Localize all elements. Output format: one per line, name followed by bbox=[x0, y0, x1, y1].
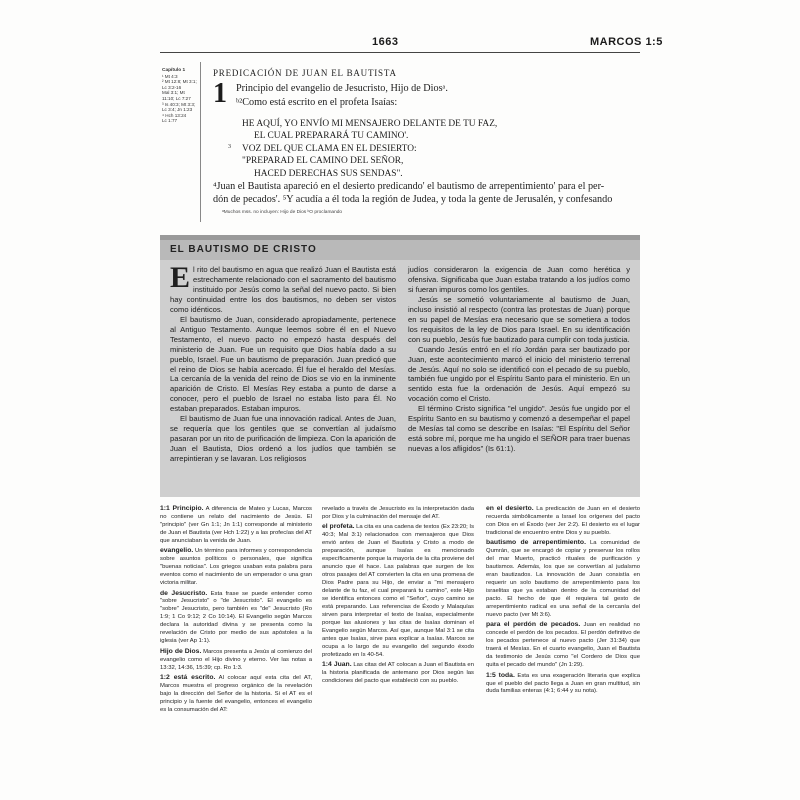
article-column-left bbox=[170, 261, 396, 464]
verse-1-mark: ᵃ. bbox=[442, 83, 448, 94]
poem-line: HACED DERECHAS SUS SENDAS". bbox=[254, 168, 403, 179]
verses-4-5 bbox=[213, 180, 641, 206]
poem-line: EL CUAL PREPARARÁ TU CAMINO'. bbox=[254, 131, 409, 142]
article-paragraph: judíos consideraron la exigencia de Juan como herética y ofensiva. Significaba que Juan estaba tratando a los judíos como si fueran impuros como los gentiles. bbox=[408, 265, 630, 294]
article-drop-cap: E bbox=[170, 261, 191, 294]
page-number: 1663 bbox=[372, 36, 399, 48]
note-entry: Hijo de Dios. Marcos presenta a Jesús al comienzo del evangelio como el Hijo divino y eterno. Ver las notas a 13:32, 14:36, 15:39; cp. Ro 1:3. bbox=[160, 647, 312, 671]
article-box bbox=[160, 235, 640, 497]
verse-1 bbox=[236, 82, 636, 95]
verse-1-text: Principio del evangelio de Jesucristo, Hijo de Dios bbox=[236, 83, 443, 94]
article-paragraph: Jesús se sometió voluntariamente al bautismo de Juan, incluso insistió al respecto (contra las protestas de Juan) porque en su papel de Mesías era necesario que se sometiera a todos los requisitos de la ley de Dios para Israel. En su identificación con su pueblo, Jesús fue bautizado para cumplir con toda justicia. bbox=[408, 294, 630, 344]
article-paragraph: Cuando Jesús entró en el río Jordán para ser bautizado por Juan, este acontecimiento marcó el inicio del ministerio terrenal de Jesús. Aquí no solo se identificó con el pecado de su pueblo, también fue ungido por el Espíritu Santo para el ministerio. En un sentido esta fue la ordenación de Jesús. Aquí empezó su vocación como el Cristo. bbox=[408, 344, 630, 404]
article-paragraph: El rito del bautismo en agua que realizó Juan el Bautista está estrechamente relacionado con el sacramento del bautismo instituido por Jesús como la señal del nuevo pacto. Si bien hay continuidad entre los dos bautismos, no deben ser vistos como idénticos. bbox=[170, 261, 396, 314]
quoted-poem bbox=[242, 118, 497, 180]
poem-line: VOZ DEL QUE CLAMA EN EL DESIERTO: bbox=[242, 143, 417, 154]
note-entry: el profeta. La cita es una cadena de textos (Ex 23:20; Is 40:3; Mal 3:1) relacionados con mensajeros que Dios envió antes de Juan el Bautista y Cristo a modo de preparación, aunque Isaías es mencionado específicamente porque la mayoría de la cita proviene del anuncio que él hace. Las palabras que surgen de los otros pasajes del AT convierten la cita en una promesa de Dios Padre para su Hijo, de enviar a "mi mensajero delante de tu faz, el cual preparará tu camino", este Hijo se identifica entonces como el "Señor", cuyo camino se está preparando. Las referencias de Éxodo y Malaquías sirven para interpretar el texto de Isaías, especialmente porque las alusiones y las citas de Isaías dominan el Evangelio según Marcos. Así que, aunque Mal 3:1 se cita antes que Isaías, sirve para explicar a Isaías. Marcos se ocupa a lo largo de su evangelio del segundo éxodo profetizado en Is 40-54. bbox=[322, 523, 475, 658]
xref-line: ⁴ Hch 13:24 bbox=[162, 112, 187, 118]
poem-line: HE AQUÍ, YO ENVÍO MI MENSAJERO DELANTE DE TU FAZ, bbox=[242, 119, 498, 129]
xref-line: Lc 1:77 bbox=[162, 118, 178, 124]
verse-3-number: 3 bbox=[228, 144, 231, 150]
verse-line: ⁴Juan el Bautista apareció en el desierto predicando' el bautismo de arrepentimiento' para el per- bbox=[213, 181, 605, 192]
note-entry: revelado a través de Jesucristo es la interpretación dada por Dios y la culminación del mensaje del AT. bbox=[322, 506, 474, 520]
verse-2-text: ²Como está escrito en el profeta Isaías: bbox=[239, 97, 398, 108]
xref-chapter-label: Capítulo 1 bbox=[162, 68, 186, 73]
commentary-column-2 bbox=[322, 505, 474, 687]
note-entry: evangelio. Un término para informes y correspondencia sobre asuntos políticos o personales, que significa "buenas noticias". Los griegos usaban esta palabra para eventos como el nacimiento de un emperador o una gran victoria militar. bbox=[160, 547, 312, 587]
xref-line: ¹ Mt 4:3 bbox=[162, 73, 178, 79]
note-entry: bautismo de arrepentimiento. La comunidad de Qumrán, que se encargó de copiar y preservar los rollos del mar Muerto, practicó rituales de purificación y bautismos. Además, los que se convertían al judaísmo eran bautizados. La innovación de Juan consistía en requerir un solo bautismo de arrepentimiento para los israelitas que ya estaban dentro de la comunidad del pacto. El hecho de que él requiera tal gesto de arrepentimiento radical es una señal de la cercanía del nuevo pacto (ver Mt 3:6). bbox=[486, 539, 640, 618]
section-title: PREDICACIÓN DE JUAN EL BAUTISTA bbox=[213, 68, 397, 78]
xref-line: ³ Is 40:3; Mt 3:3; Lc 3:4; Jn 1:23 bbox=[162, 101, 196, 113]
commentary-column-3 bbox=[486, 505, 640, 698]
note-entry: 1:1 Principio. A diferencia de Mateo y Lucas, Marcos no contiene un relato del nacimiento de Jesús. El "principio" (ver Gn 1:1; Jn 1:1) corresponde al ministerio de Juan el Bautista (ver Hch 1:22) y a las profecías del AT que anunciaban la venida de Juan. bbox=[160, 505, 312, 544]
header-rule bbox=[160, 52, 640, 53]
verse-2-mark: ᵇ bbox=[236, 97, 240, 108]
article-paragraph: El término Cristo significa "el ungido". Jesús fue ungido por el Espíritu Santo en su bautismo y comenzó a desempeñar el papel de Mesías tal como se describe en Isaías: "El Espíritu del Señor está sobre mí, porque me ha ungido el SEÑOR para traer buenas nuevas a los afligidos" (Is 61:1). bbox=[408, 404, 630, 454]
verse-2 bbox=[236, 96, 636, 109]
note-entry: de Jesucristo. Esta frase se puede entender como "sobre Jesucristo" o "de Jesucristo". El evangelio es "sobre" Jesucristo, pero también es "de" Jesucristo (Ro 1:9; 1 Co 9:12; 2 Co 10:14). El Evangelio según Marcos declara la autoridad divina y se presenta como la revelación de Cristo por medio de sus apóstoles a la iglesia (ver Ap 1:1). bbox=[160, 589, 312, 645]
note-entry: 1:4 Juan. Las citas del AT colocan a Juan el Bautista en la historia planificada de antemano por Dios según las condiciones del pacto que estableció con su pueblo. bbox=[322, 661, 474, 685]
xref-divider bbox=[200, 62, 201, 222]
article-paragraph: El bautismo de Juan fue una innovación radical. Antes de Juan, se requería que los gentiles que se convertían al judaísmo pasaran por un rito de purificación de limpieza. Con la aparición de Juan el Bautista, Dios ordenó a los judíos que también se arrepintieran y se lavaran. Los religiosos bbox=[170, 414, 396, 464]
footnote: ᵃMuchos mss. no incluyen: Hijo de Dios ᵇO proclamando bbox=[222, 210, 343, 215]
running-head: MARCOS 1:5 bbox=[590, 36, 663, 48]
xref-line: Mal 3:1; Mt 11:10; Lc 7:27 bbox=[162, 90, 191, 101]
xref-line: ² Mt 12:8; Mt 3:1; Lc 3:2-16 bbox=[162, 79, 197, 90]
note-entry: 1:2 está escrito. Al colocar aquí esta cita del AT, Marcos muestra el progreso orgánico de la revelación bajo la dirección del Señor de la historia. Si el AT es el principio y la fuente del evangelio, entonces el evangelio es la consumación del AT: bbox=[160, 674, 312, 713]
cross-references bbox=[162, 68, 198, 124]
article-paragraph: El bautismo de Juan, considerado apropiadamente, pertenece al Antiguo Testamento. Aunque leemos sobre él en el Nuevo Testamento, el nuevo pacto no empezó hasta después del ministerio de Juan. Fue un requisito que Dios había dado a su pueblo, Israel. Fue un bautismo de preparación. Juan predicó que el reino de Dios se había acercado. Él fue el heraldo del Mesías. La cercanía de la venida del reino de Dios se vio en la inminente aparición de Cristo. El Mesías Rey estaba a punto de darse a conocer, pero el pueblo de Israel no estaba listo para Él. No estaban preparados. Estaban impuros. bbox=[170, 314, 396, 414]
poem-line: "PREPARAD EL CAMINO DEL SEÑOR, bbox=[242, 156, 404, 167]
note-entry: en el desierto. La predicación de Juan en el desierto recuerda simbólicamente a Israel los orígenes del pacto con Dios en el Éxodo (ver Jer 2:2). El desierto es el lugar tradicional de encuentro entre Dios y su pueblo. bbox=[486, 505, 640, 536]
note-entry: 1:5 toda. Esta es una exageración literaria que explica que el pueblo del pacto llega a Juan en gran multitud, sin duda familias enteras (4:1; 6:44 y su nota). bbox=[486, 671, 641, 695]
article-header-band bbox=[160, 240, 640, 260]
note-entry: para el perdón de pecados. Juan en realidad no concede el perdón de los pecados. El perdón definitivo de los pecados pertenece al nuevo pacto (Jer 31:34) que traerá el Mesías. En el cuarto evangelio, Juan el Bautista da testimonio de Jesús como "el Cordero de Dios que quita el pecado del mundo" (Jn 1:29). bbox=[486, 621, 640, 669]
article-title: EL BAUTISMO DE CRISTO bbox=[170, 244, 317, 255]
article-column-right bbox=[408, 265, 630, 454]
verse-line: dón de pecados'. ⁵Y acudía a él toda la región de Judea, y toda la gente de Jerusalén, y confesando bbox=[213, 194, 613, 206]
chapter-number: 1 bbox=[213, 78, 227, 109]
commentary-column-1 bbox=[160, 505, 312, 716]
